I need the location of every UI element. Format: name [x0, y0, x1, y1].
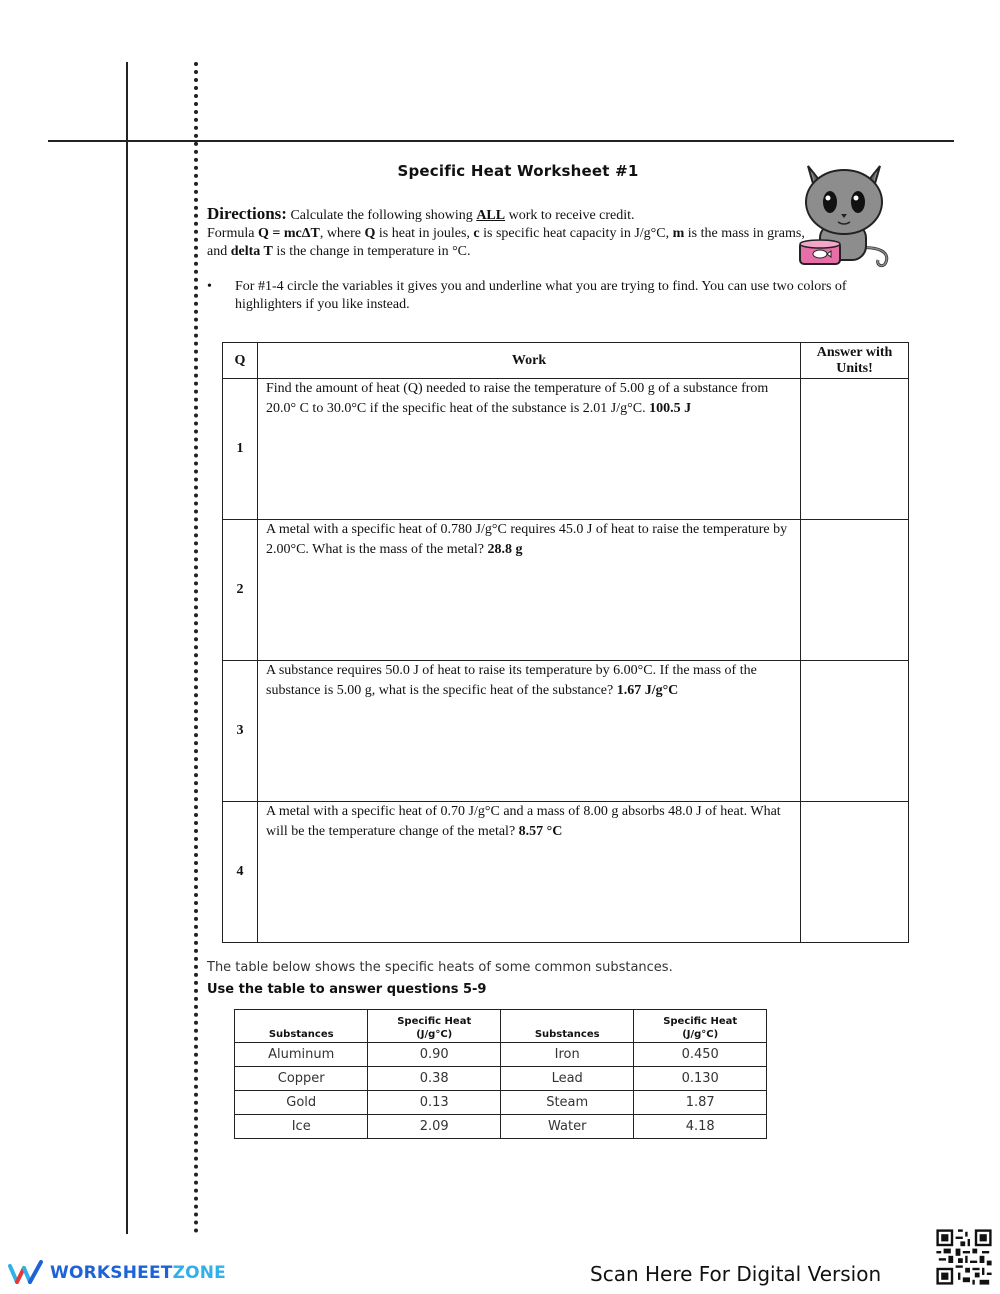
q-description: is heat in joules,: [378, 226, 470, 241]
bullet-text: For #1-4 circle the variables it gives you and underline what you are trying to find. You can use two colors of highlighters if you like instead.: [235, 279, 847, 312]
question-answer: 100.5 J: [649, 401, 692, 416]
answer-cell[interactable]: [801, 379, 909, 520]
directions-end: work to receive credit.: [508, 208, 635, 223]
question-cell[interactable]: [258, 379, 801, 520]
question-text: A metal with a specific heat of 0.780 J/g°C requires 45.0 J of heat to raise the temperature by 2.00°C. What is the mass of the metal?: [266, 522, 788, 557]
specific-heat-value: 0.90: [368, 1043, 501, 1067]
header-substances: Substances: [501, 1010, 634, 1043]
question-number: 4: [223, 802, 258, 943]
question-cell[interactable]: [258, 802, 801, 943]
work-table-header: [223, 343, 909, 379]
logo-text: [50, 1263, 226, 1283]
question-answer: 28.8 g: [487, 542, 523, 557]
answer-cell[interactable]: [801, 802, 909, 943]
table-row: [223, 379, 909, 520]
specific-heat-value: 0.38: [368, 1067, 501, 1091]
header-unit: (J/g°C): [682, 1029, 719, 1040]
delta-t-variable: delta T: [230, 244, 273, 259]
substance-name: Steam: [501, 1091, 634, 1115]
logo-text-zone: ZONE: [172, 1263, 226, 1283]
m-description: is the mass in grams, and: [207, 226, 805, 259]
bullet-icon: •: [207, 279, 212, 294]
directions-label: Directions:: [207, 204, 287, 223]
heat-table-header: [235, 1010, 767, 1043]
specific-heat-table: [234, 1009, 767, 1139]
specific-heat-value: 4.18: [634, 1115, 767, 1139]
header-answer: Answer with Units!: [801, 343, 909, 379]
delta-t-description: is the change in temperature in °C.: [276, 244, 471, 259]
header-substances: Substances: [235, 1010, 368, 1043]
formula-prefix: Formula: [207, 226, 255, 241]
substance-name: Water: [501, 1115, 634, 1139]
table-row: [223, 661, 909, 802]
directions-all: ALL: [476, 208, 506, 223]
margin-horizontal-line: [48, 140, 954, 142]
table-row: [223, 520, 909, 661]
worksheet-zone-logo-icon: [8, 1260, 44, 1286]
scan-text: Scan Here For Digital Version: [590, 1262, 882, 1286]
substance-name: Ice: [235, 1115, 368, 1139]
worksheet-zone-logo[interactable]: [8, 1258, 226, 1288]
c-variable: c: [473, 226, 480, 241]
question-number: 2: [223, 520, 258, 661]
substance-name: Lead: [501, 1067, 634, 1091]
header-specific-heat: [368, 1010, 501, 1043]
table-row: [235, 1115, 767, 1139]
question-text: Find the amount of heat (Q) needed to raise the temperature of 5.00 g of a substance from 20.0° C to 30.0°C if the specific heat of the substance is 2.01 J/g°C.: [266, 381, 769, 416]
question-number: 3: [223, 661, 258, 802]
specific-heat-value: 0.450: [634, 1043, 767, 1067]
header-specific-heat-label: Specific Heat: [663, 1016, 738, 1027]
substance-name: Iron: [501, 1043, 634, 1067]
worksheet-title: Specific Heat Worksheet #1: [397, 162, 639, 180]
work-table: [222, 342, 909, 943]
cat-with-bowl-icon: [798, 160, 894, 272]
directions: [207, 205, 807, 261]
question-text: A substance requires 50.0 J of heat to raise its temperature by 6.00°C. If the mass of the substance is 5.00 g, what is the specific heat of the substance?: [266, 663, 757, 698]
table-row: [235, 1043, 767, 1067]
answer-cell[interactable]: [801, 520, 909, 661]
table-row: [235, 1067, 767, 1091]
question-answer: 1.67 J/g°C: [616, 683, 679, 698]
specific-heat-value: 2.09: [368, 1115, 501, 1139]
header-q: Q: [223, 343, 258, 379]
logo-text-worksheet: WORKSHEET: [50, 1263, 173, 1283]
question-answer: 8.57 °C: [518, 824, 563, 839]
header-work: Work: [258, 343, 801, 379]
question-cell[interactable]: [258, 520, 801, 661]
instruction-bullet: [207, 278, 897, 314]
header-specific-heat: [634, 1010, 767, 1043]
question-number: 1: [223, 379, 258, 520]
substance-name: Aluminum: [235, 1043, 368, 1067]
m-variable: m: [672, 226, 685, 241]
specific-heat-value: 0.13: [368, 1091, 501, 1115]
dotted-binding-line: [194, 62, 198, 1234]
question-cell[interactable]: [258, 661, 801, 802]
header-unit: (J/g°C): [416, 1029, 453, 1040]
formula-mid: , where: [319, 226, 362, 241]
table-row: [223, 802, 909, 943]
specific-heat-value: 0.130: [634, 1067, 767, 1091]
directions-text: Calculate the following showing: [290, 208, 473, 223]
substance-name: Copper: [235, 1067, 368, 1091]
answer-cell[interactable]: [801, 661, 909, 802]
q-variable: Q: [364, 226, 376, 241]
specific-heat-value: 1.87: [634, 1091, 767, 1115]
margin-vertical-line: [126, 62, 128, 1234]
c-description: is specific heat capacity in J/g°C,: [483, 226, 670, 241]
heat-table-intro: The table below shows the specific heats of some common substances.: [207, 960, 673, 975]
substance-name: Gold: [235, 1091, 368, 1115]
formula: Q = mcΔT: [257, 226, 320, 241]
table-row: [235, 1091, 767, 1115]
header-specific-heat-label: Specific Heat: [397, 1016, 472, 1027]
qr-code-icon[interactable]: [934, 1227, 994, 1287]
question-text: A metal with a specific heat of 0.70 J/g°C and a mass of 8.00 g absorbs 48.0 J of heat. What will be the temperature change of the metal?: [266, 804, 781, 839]
heat-table-instruction: Use the table to answer questions 5-9: [207, 982, 487, 997]
